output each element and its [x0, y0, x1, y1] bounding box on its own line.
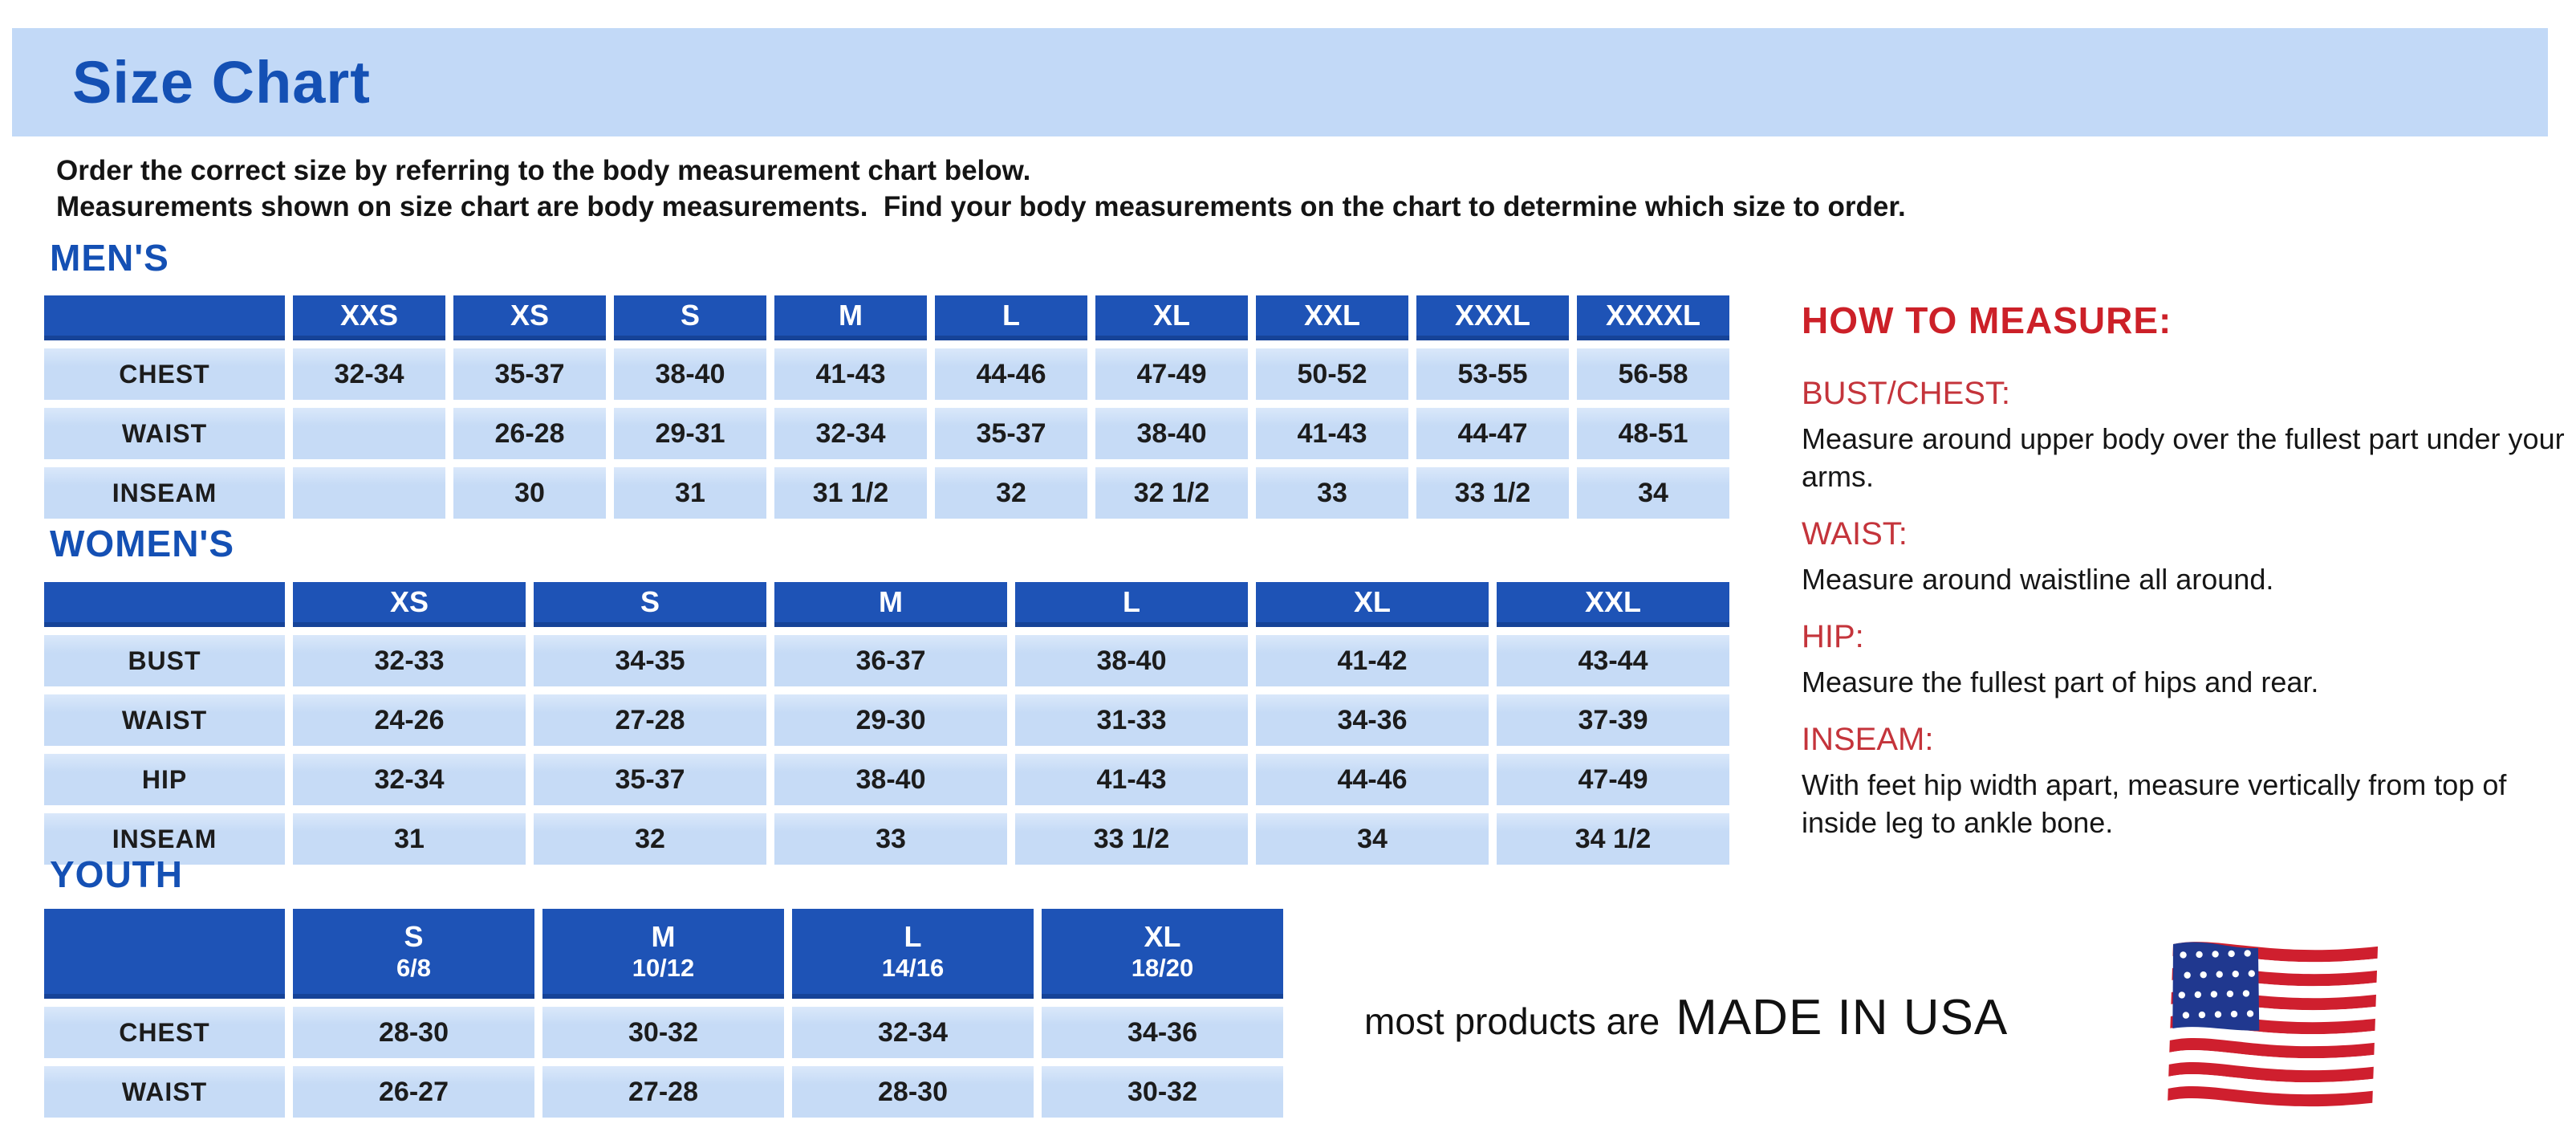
row-label: WAIST [44, 408, 285, 459]
measurement-cell: 31 [293, 813, 526, 865]
measurement-cell: 33 1/2 [1015, 813, 1248, 865]
size-column-header: S 6/8 [293, 909, 534, 999]
us-flag-icon [2159, 923, 2407, 1116]
row-label: CHEST [44, 348, 285, 400]
size-column-header: S [534, 582, 766, 627]
footer-emphasis: MADE IN USA [1676, 990, 2009, 1045]
row-label: WAIST [44, 694, 285, 746]
measure-item-text: Measure the fullest part of hips and rear. [1802, 666, 2319, 698]
measurement-cell: 30-32 [542, 1007, 784, 1058]
section-heading-womens: WOMEN'S [50, 523, 235, 564]
measurement-cell: 38-40 [614, 348, 766, 400]
row-label: BUST [44, 635, 285, 686]
measure-item-text: Measure around waistline all around. [1802, 563, 2274, 596]
measure-item-label: WAIST: [1802, 516, 1908, 552]
mens-size-table [44, 295, 1729, 519]
measurement-cell: 33 [1256, 467, 1408, 519]
measurement-cell: 33 1/2 [1416, 467, 1569, 519]
made-in-usa-line [1364, 989, 2008, 1046]
measurement-cell: 48-51 [1577, 408, 1729, 459]
size-column-header: XXXXL [1577, 295, 1729, 340]
size-column-header: XXXL [1416, 295, 1569, 340]
table-corner-cell [44, 295, 285, 340]
size-column-header: XXL [1256, 295, 1408, 340]
size-column-header: XL [1095, 295, 1248, 340]
measurement-cell: 36-37 [774, 635, 1007, 686]
measurement-cell: 28-30 [293, 1007, 534, 1058]
measurement-cell: 26-27 [293, 1066, 534, 1118]
measurement-cell: 44-46 [1256, 754, 1489, 805]
measurement-cell: 32 [935, 467, 1087, 519]
measurement-cell: 41-42 [1256, 635, 1489, 686]
measurement-cell: 32 1/2 [1095, 467, 1248, 519]
measurement-cell: 38-40 [774, 754, 1007, 805]
size-column-header: L [935, 295, 1087, 340]
measurement-cell: 35-37 [534, 754, 766, 805]
measurement-cell: 37-39 [1497, 694, 1729, 746]
measurement-cell: 30-32 [1042, 1066, 1283, 1118]
womens-size-table [44, 582, 1729, 865]
table-corner-cell [44, 582, 285, 627]
measurement-cell: 31 1/2 [774, 467, 927, 519]
measurement-cell [293, 467, 445, 519]
row-label: CHEST [44, 1007, 285, 1058]
measurement-cell: 28-30 [792, 1066, 1034, 1118]
measurement-cell: 47-49 [1095, 348, 1248, 400]
measurement-cell: 44-47 [1416, 408, 1569, 459]
measurement-cell: 34-36 [1256, 694, 1489, 746]
measure-item-label: BUST/CHEST: [1802, 376, 2011, 411]
how-to-measure-panel [1802, 299, 2572, 846]
size-column-header: L [1015, 582, 1248, 627]
measurement-cell: 41-43 [1256, 408, 1408, 459]
measurement-cell: 27-28 [534, 694, 766, 746]
measurement-cell: 33 [774, 813, 1007, 865]
page-title-banner [12, 28, 2548, 136]
measurement-cell: 38-40 [1095, 408, 1248, 459]
measurement-cell: 34 1/2 [1497, 813, 1729, 865]
measurement-cell: 32-34 [293, 348, 445, 400]
size-column-header: XS [293, 582, 526, 627]
measurement-cell: 26-28 [453, 408, 606, 459]
size-column-header: L 14/16 [792, 909, 1034, 999]
measurement-cell: 32-34 [774, 408, 927, 459]
measurement-cell: 47-49 [1497, 754, 1729, 805]
size-column-header: M [774, 582, 1007, 627]
measurement-cell: 44-46 [935, 348, 1087, 400]
size-column-header: M [774, 295, 927, 340]
measure-item-text: Measure around upper body over the fullest part under your arms. [1802, 422, 2565, 493]
measurement-cell: 31 [614, 467, 766, 519]
measurement-cell: 35-37 [935, 408, 1087, 459]
row-label: HIP [44, 754, 285, 805]
measurement-cell: 31-33 [1015, 694, 1248, 746]
measurement-cell: 38-40 [1015, 635, 1248, 686]
size-column-header: XL [1256, 582, 1489, 627]
intro-text [56, 153, 1906, 225]
size-column-header: XS [453, 295, 606, 340]
intro-line-1: Order the correct size by referring to the body measurement chart below. [56, 155, 1031, 186]
section-heading-youth: YOUTH [50, 853, 183, 895]
measurement-cell: 32-33 [293, 635, 526, 686]
measurement-cell: 41-43 [1015, 754, 1248, 805]
measurement-cell: 34-35 [534, 635, 766, 686]
measurement-cell: 29-30 [774, 694, 1007, 746]
row-label: WAIST [44, 1066, 285, 1118]
measure-item-text: With feet hip width apart, measure vertically from top of inside leg to ankle bone. [1802, 768, 2507, 839]
size-column-header: XL 18/20 [1042, 909, 1283, 999]
measurement-cell: 32-34 [792, 1007, 1034, 1058]
size-column-header: XXS [293, 295, 445, 340]
page-title: Size Chart [72, 49, 371, 116]
measure-item-label: INSEAM: [1802, 722, 1934, 757]
row-label: INSEAM [44, 467, 285, 519]
youth-size-table [44, 909, 1283, 1118]
measurement-cell: 34-36 [1042, 1007, 1283, 1058]
table-corner-cell [44, 909, 285, 999]
footer-prefix: most products are [1364, 1000, 1660, 1042]
size-column-header: M 10/12 [542, 909, 784, 999]
measurement-cell [293, 408, 445, 459]
measurement-cell: 56-58 [1577, 348, 1729, 400]
measurement-cell: 32 [534, 813, 766, 865]
measurement-cell: 41-43 [774, 348, 927, 400]
measurement-cell: 34 [1577, 467, 1729, 519]
measure-item-label: HIP: [1802, 619, 1864, 654]
measurement-cell: 35-37 [453, 348, 606, 400]
measurement-cell: 43-44 [1497, 635, 1729, 686]
how-to-measure-heading: HOW TO MEASURE: [1802, 299, 2172, 341]
measurement-cell: 29-31 [614, 408, 766, 459]
row-label: INSEAM [44, 813, 285, 865]
measurement-cell: 27-28 [542, 1066, 784, 1118]
measurement-cell: 53-55 [1416, 348, 1569, 400]
measurement-cell: 50-52 [1256, 348, 1408, 400]
how-to-measure-items [1802, 376, 2572, 841]
measurement-cell: 30 [453, 467, 606, 519]
measurement-cell: 24-26 [293, 694, 526, 746]
measurement-cell: 34 [1256, 813, 1489, 865]
section-heading-mens: MEN'S [50, 237, 169, 279]
size-column-header: XXL [1497, 582, 1729, 627]
intro-line-2: Measurements shown on size chart are body measurements. Find your body measurements on the chart to determine which size to order. [56, 191, 1906, 222]
measurement-cell: 32-34 [293, 754, 526, 805]
size-column-header: S [614, 295, 766, 340]
